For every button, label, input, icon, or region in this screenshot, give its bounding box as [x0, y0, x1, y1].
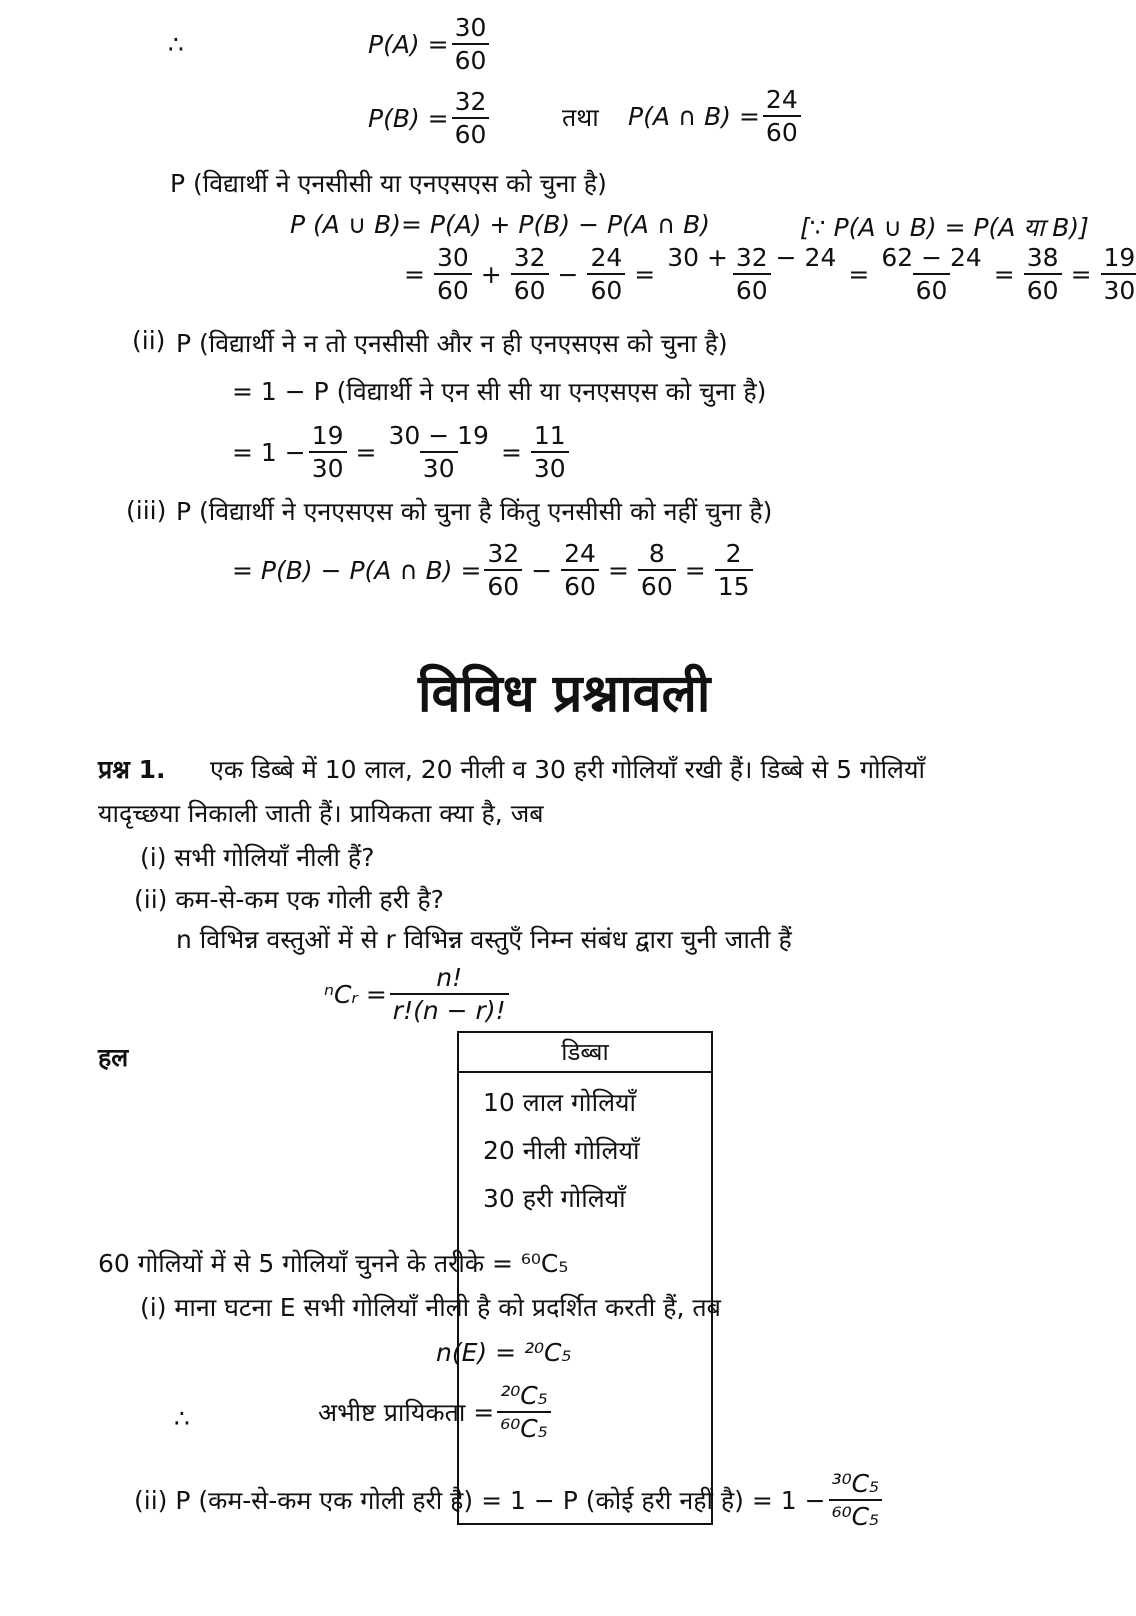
question-text-2: यादृच्छया निकाली जाती हैं। प्रायिकता क्या है, जब — [98, 799, 544, 828]
part-iii-label: (iii) — [126, 496, 167, 525]
part-ii-text: P (विद्यार्थी ने न तो एनसीसी और न ही एनएसएस को चुना है) — [176, 329, 728, 358]
union-formula: P (A ∪ B)= P(A) + P(B) − P(A ∩ B) — [290, 210, 710, 239]
question-part-i: (i) सभी गोलियाँ नीली हैं? — [140, 843, 375, 872]
question-text: एक डिब्बे में 10 लाल, 20 नीली व 30 हरी गोलियाँ रखी हैं। डिब्बे से 5 गोलियाँ — [210, 755, 925, 784]
section-title: विविध प्रश्नावली — [418, 664, 711, 724]
box-item-green: 30 हरी गोलियाँ — [483, 1184, 626, 1213]
part-i-assume: (i) माना घटना E सभी गोलियाँ नीली है को प्रदर्शित करती हैं, तब — [140, 1293, 721, 1322]
calc-union: = $\frac{30}{60}$ + $\frac{32}{60}$ − $\frac{24}{60}$ = $\frac{30 + 32 - 24}{60}$ = $\frac{62 - 24}{60}$ = $\frac{38}{60}$ = $\frac{19}{30}$ — [398, 242, 1136, 307]
tatha-word: तथा — [562, 103, 599, 132]
eq-pAB: P(A ∩ B) = $\frac{24}{60}$ — [628, 84, 804, 149]
ncr-formula: ⁿCᵣ = $\frac{n!}{r!(n - r)!}$ — [324, 962, 512, 1027]
ncr-note: n विभिन्न वस्तुओं में से r विभिन्न वस्तुएँ निम्न संबंध द्वारा चुनी जाती हैं — [176, 925, 792, 954]
solution-label: हल — [98, 1043, 129, 1072]
part-iii-text: P (विद्यार्थी ने एनएसएस को चुना है किंतु एनसीसी को नहीं चुना है) — [176, 497, 773, 526]
part-ii-calc: = 1 − $\frac{19}{30}$ = $\frac{30 - 19}{30}$ = $\frac{11}{30}$ — [232, 420, 572, 485]
part-iii-calc: = P(B) − P(A ∩ B) = $\frac{32}{60}$ − $\frac{24}{60}$ = $\frac{8}{60}$ = $\frac{2}{15}$ — [232, 538, 756, 603]
required-probability: अभीष्ट प्रायिकता = $\frac{\text{²⁰C₅}}{\text{⁶⁰C₅}}$ — [318, 1380, 554, 1445]
box-header: डिब्बा — [459, 1033, 711, 1073]
union-note: [∵ P(A ∪ B) = P(A या B)] — [800, 213, 1089, 242]
therefore-symbol: ∴ — [168, 30, 184, 59]
eq-pB: P(B) = $\frac{32}{60}$ — [368, 86, 492, 151]
ways-line: 60 गोलियों में से 5 गोलियाँ चुनने के तरीके = ⁶⁰C₅ — [98, 1249, 569, 1278]
eq-pA: P(A) = $\frac{30}{60}$ — [368, 12, 492, 77]
box-item-blue: 20 नीली गोलियाँ — [483, 1136, 640, 1165]
box-item-red: 10 लाल गोलियाँ — [483, 1088, 637, 1117]
part-ii-final: (ii) P (कम-से-कम एक गोली हरी है) = 1 − P (कोई हरी नहीं है) = 1 − $\frac{\text{³⁰C₅}}{\text{⁶⁰C₅}}$ — [134, 1468, 885, 1533]
part-ii-label: (ii) — [132, 326, 166, 355]
question-part-ii: (ii) कम-से-कम एक गोली हरी है? — [134, 885, 444, 914]
question-label: प्रश्न 1. — [98, 755, 166, 784]
therefore-symbol-2: ∴ — [174, 1404, 190, 1433]
line-p-ncc-nss: P (विद्यार्थी ने एनसीसी या एनएसएस को चुना है) — [170, 169, 607, 198]
n-of-E: n(E) = ²⁰C₅ — [436, 1338, 572, 1367]
part-ii-line2: = 1 − P (विद्यार्थी ने एन सी सी या एनएसएस को चुना है) — [232, 377, 767, 406]
